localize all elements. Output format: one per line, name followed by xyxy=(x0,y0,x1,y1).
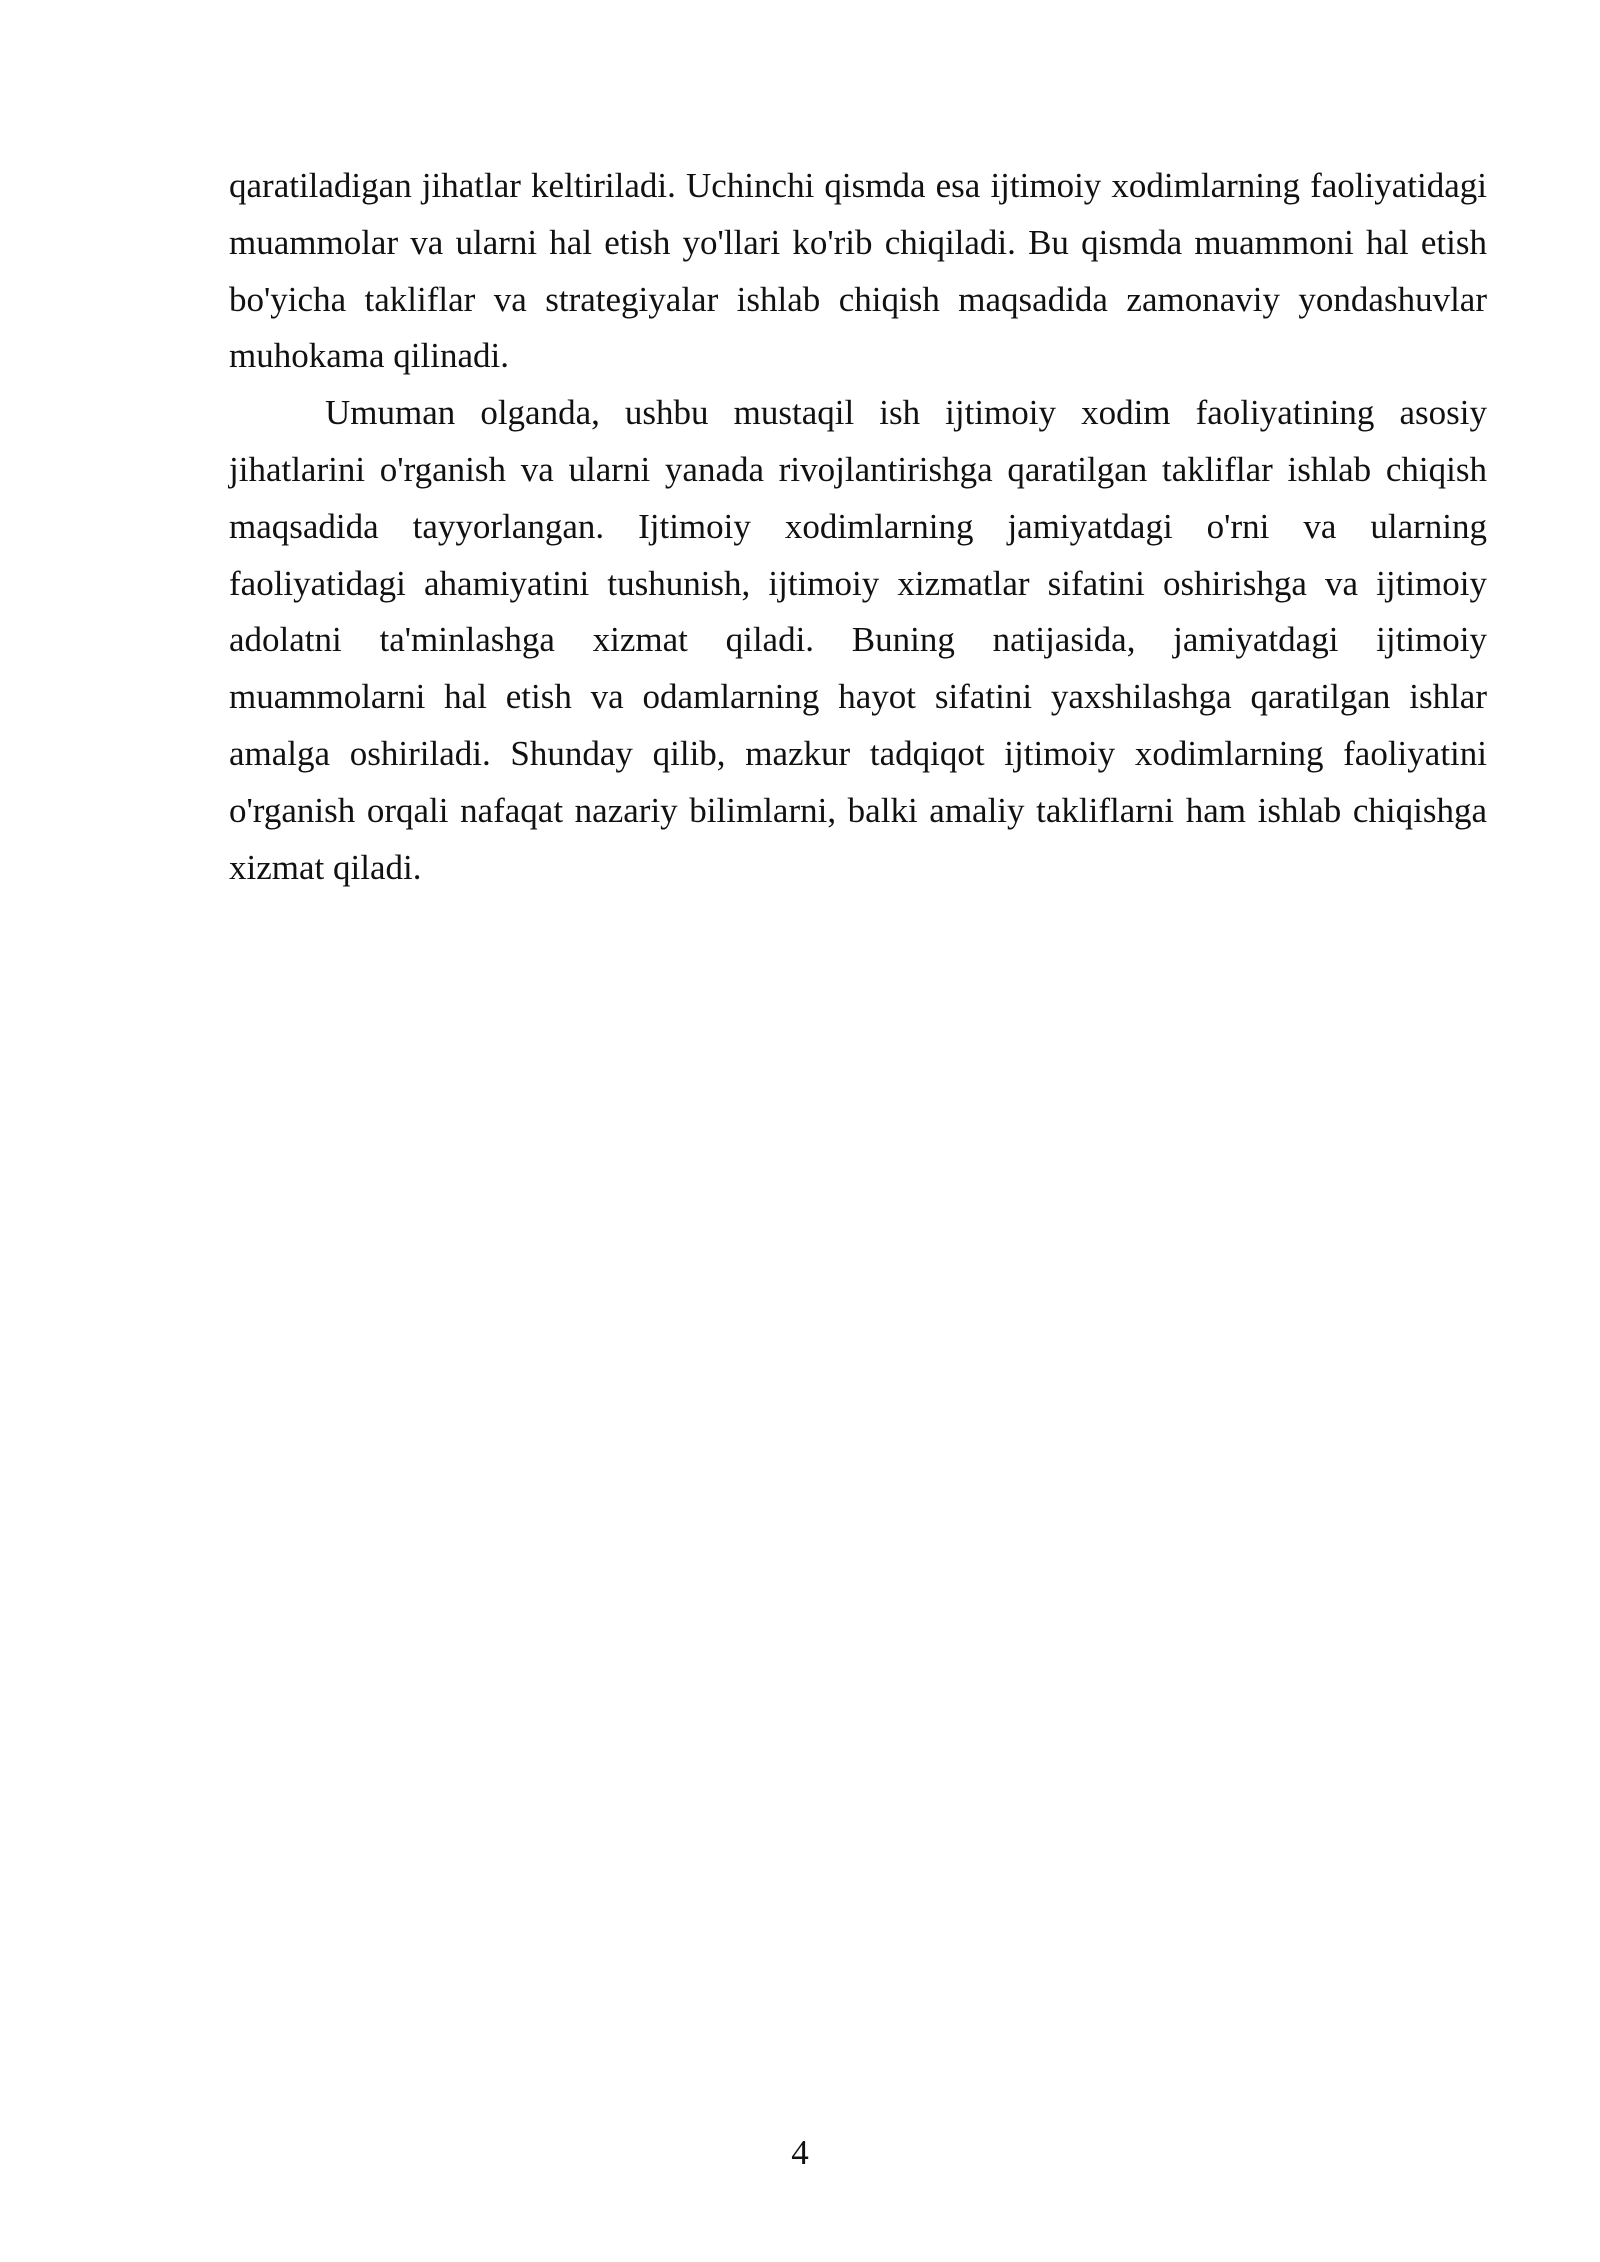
paragraph-conclusion: Umuman olganda, ushbu mustaqil ish ijtimoiy xodim faoliyatining asosiy jihatlarini o'rganish va ularni yanada rivojlantirishga qaratilgan takliflar ishlab chiqish maqsadida tayyorlangan. Ijtimoiy xodimlarning jamiyatdagi o'rni va ularning faoliyatidagi ahamiyatini tushunish, ijtimoiy xizmatlar sifatini oshirishga va ijtimoiy adolatni ta'minlashga xizmat qiladi. Buning natijasida, jamiyatdagi ijtimoiy muammolarni hal etish va odamlarning hayot sifatini yaxshilashga qaratilgan ishlar amalga oshiriladi. Shunday qilib, mazkur tadqiqot ijtimoiy xodimlarning faoliyatini o'rganish orqali nafaqat nazariy bilimlarni, balki amaliy takliflarni ham ishlab chiqishga xizmat qiladi. xyxy=(229,393,1487,887)
page-number: 4 xyxy=(791,2133,809,2172)
body-text xyxy=(229,158,1487,896)
paragraph-continuation: qaratiladigan jihatlar keltiriladi. Uchinchi qismda esa ijtimoiy xodimlarning faoliyatidagi muammolar va ularni hal etish yo'llari ko'rib chiqiladi. Bu qismda muammoni hal etish bo'yicha takliflar va strategiyalar ishlab chiqish maqsadida zamonaviy yondashuvlar muhokama qilinadi. xyxy=(229,166,1487,376)
